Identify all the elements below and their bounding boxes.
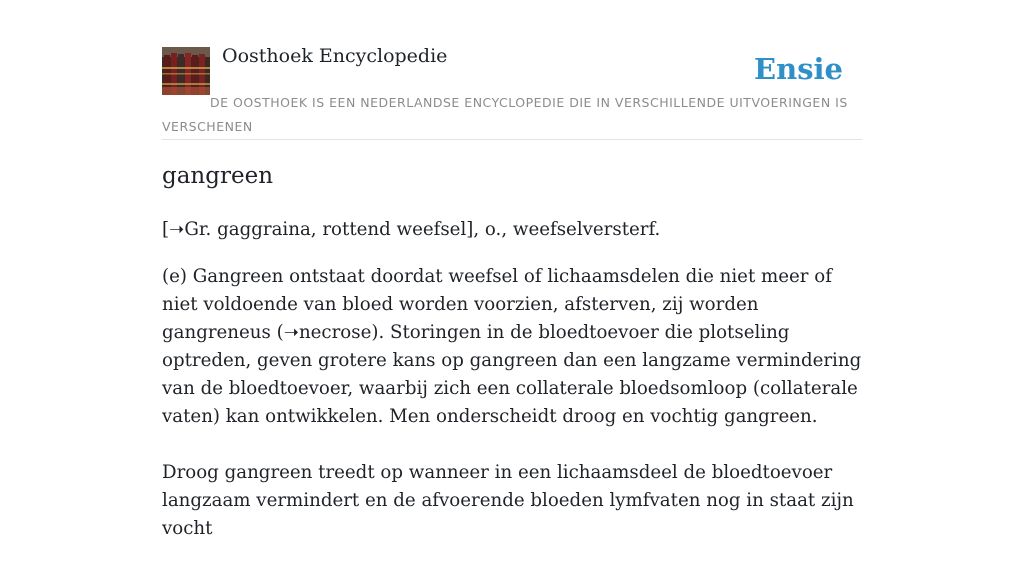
avatar[interactable] <box>162 47 210 95</box>
article-content <box>162 216 862 562</box>
article-paragraph: Droog gangreen treedt op wanneer in een lichaamsdeel de bloedtoevoer langzaam vermindert en de afvoerende bloeden lymfvaten nog in staat zijn vocht <box>162 462 854 539</box>
page-title: gangreen <box>162 163 274 189</box>
article-paragraph: (e) Gangreen ontstaat doordat weefsel of lichaamsdelen die niet meer of niet voldoende van bloed worden voorzien, afsterven, zij worden gangreneus (➝necrose). Storingen in de bloedtoevoer die plotseling optreden, geven grotere kans op gangreen dan een langzame vermindering van de bloedtoevoer, waarbij zich een collaterale bloedsomloop (collaterale vaten) kan ontwikkelen. Men onderscheidt droog en vochtig gangreen. <box>162 266 862 427</box>
site-header <box>162 0 862 140</box>
book-spines-icon <box>162 47 210 95</box>
main-container <box>162 0 862 539</box>
site-tagline: DE OOSTHOEK IS EEN NEDERLANDSE ENCYCLOPEDIE DIE IN VERSCHILLENDE UITVOERINGEN IS VERSCHENEN <box>162 95 848 134</box>
site-name[interactable]: Oosthoek Encyclopedie <box>222 45 448 67</box>
brand-logo[interactable]: Ensie <box>754 52 843 86</box>
etymology-text: [➝Gr. gaggraina, rottend weefsel], o., weefselversterf. <box>162 219 661 240</box>
